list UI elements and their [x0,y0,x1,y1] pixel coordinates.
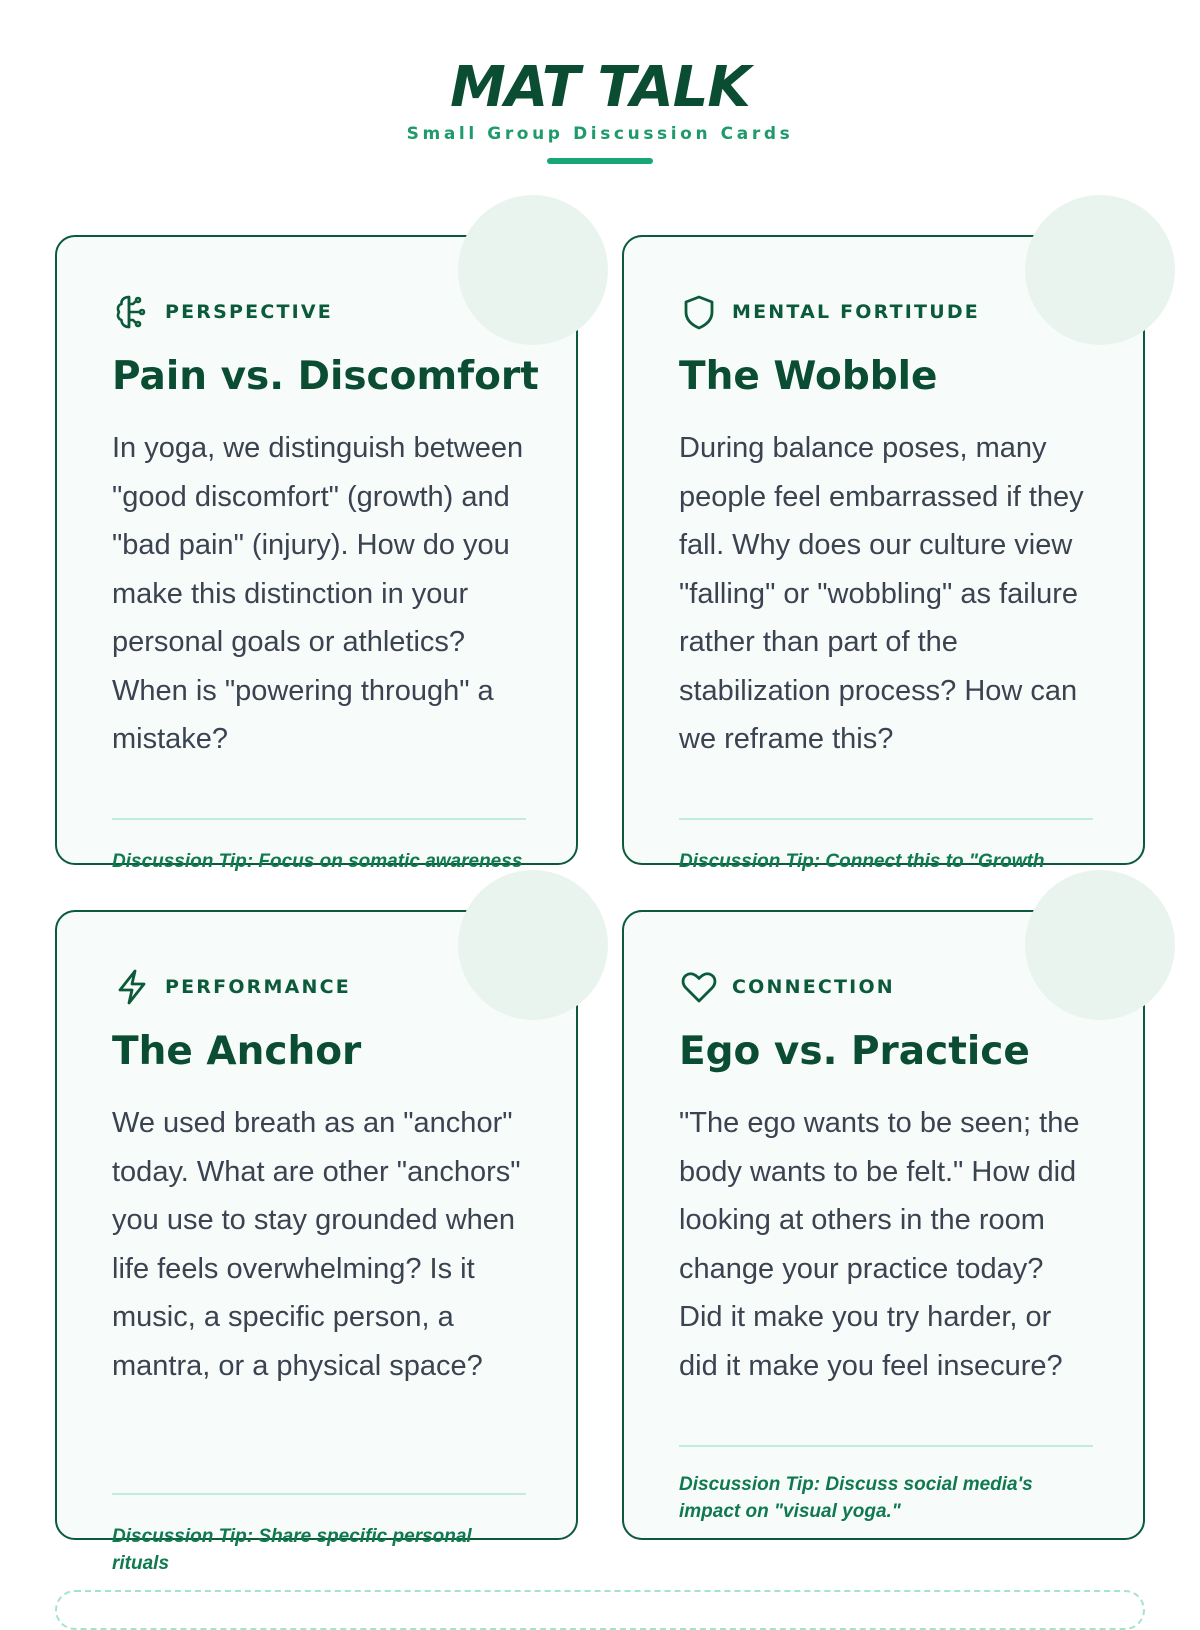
card-category [679,292,1093,332]
discussion-card-perspective [55,235,578,872]
card-category-label: MENTAL FORTITUDE [732,301,980,323]
card-category-label: PERSPECTIVE [165,301,333,323]
card-divider [112,818,526,820]
card-title: The Anchor [112,1029,362,1074]
brand-title: MAT TALK [450,55,750,120]
discussion-tip: Discussion Tip: Focus on somatic awareness [112,851,523,872]
card-body: "The ego wants to be seen; the body wants to be felt." How did looking at others in the room change your practice today? Did it make you try harder, or did it make you feel insecure? [679,1107,1080,1382]
discussion-card-mental-fortitude [622,235,1145,872]
brain-icon [112,292,152,332]
card-body: During balance poses, many people feel embarrassed if they fall. Why does our culture view "falling" or "wobbling" as failure rather than part of the stabilization process? How can we reframe this? [679,432,1084,755]
page-header [0,55,1200,164]
footer-box [55,1590,1145,1630]
card-category [112,967,526,1007]
discussion-tip: Discussion Tip: Discuss social media's impact on "visual yoga." [679,1474,1033,1522]
card-title: Ego vs. Practice [679,1029,1030,1074]
discussion-card-connection [622,910,1145,1540]
heart-icon [679,967,719,1007]
card-body: In yoga, we distinguish between "good discomfort" (growth) and "bad pain" (injury). How do you make this distinction in your personal goals or athletics? When is "powering through" a mistake? [112,432,524,755]
page-subtitle: Small Group Discussion Cards [406,124,794,144]
discussion-card-performance [55,910,578,1574]
card-title: Pain vs. Discomfort [112,354,539,399]
card-divider [679,818,1093,820]
discussion-tip: Discussion Tip: Connect this to "Growth [679,851,1045,872]
card-title: The Wobble [679,354,938,399]
title-underline [547,158,653,164]
card-body: We used breath as an "anchor" today. What are other "anchors" you use to stay grounded when life feels overwhelming? Is it music, a specific person, a mantra, or a physical space? [112,1107,521,1382]
lightning-icon [112,967,152,1007]
shield-icon [679,292,719,332]
card-divider [112,1493,526,1495]
discussion-tip: Discussion Tip: Share specific personal rituals [112,1526,472,1574]
card-category [679,967,1093,1007]
card-divider [679,1445,1093,1447]
card-category [112,292,526,332]
card-category-label: CONNECTION [732,976,895,998]
card-category-label: PERFORMANCE [165,976,351,998]
